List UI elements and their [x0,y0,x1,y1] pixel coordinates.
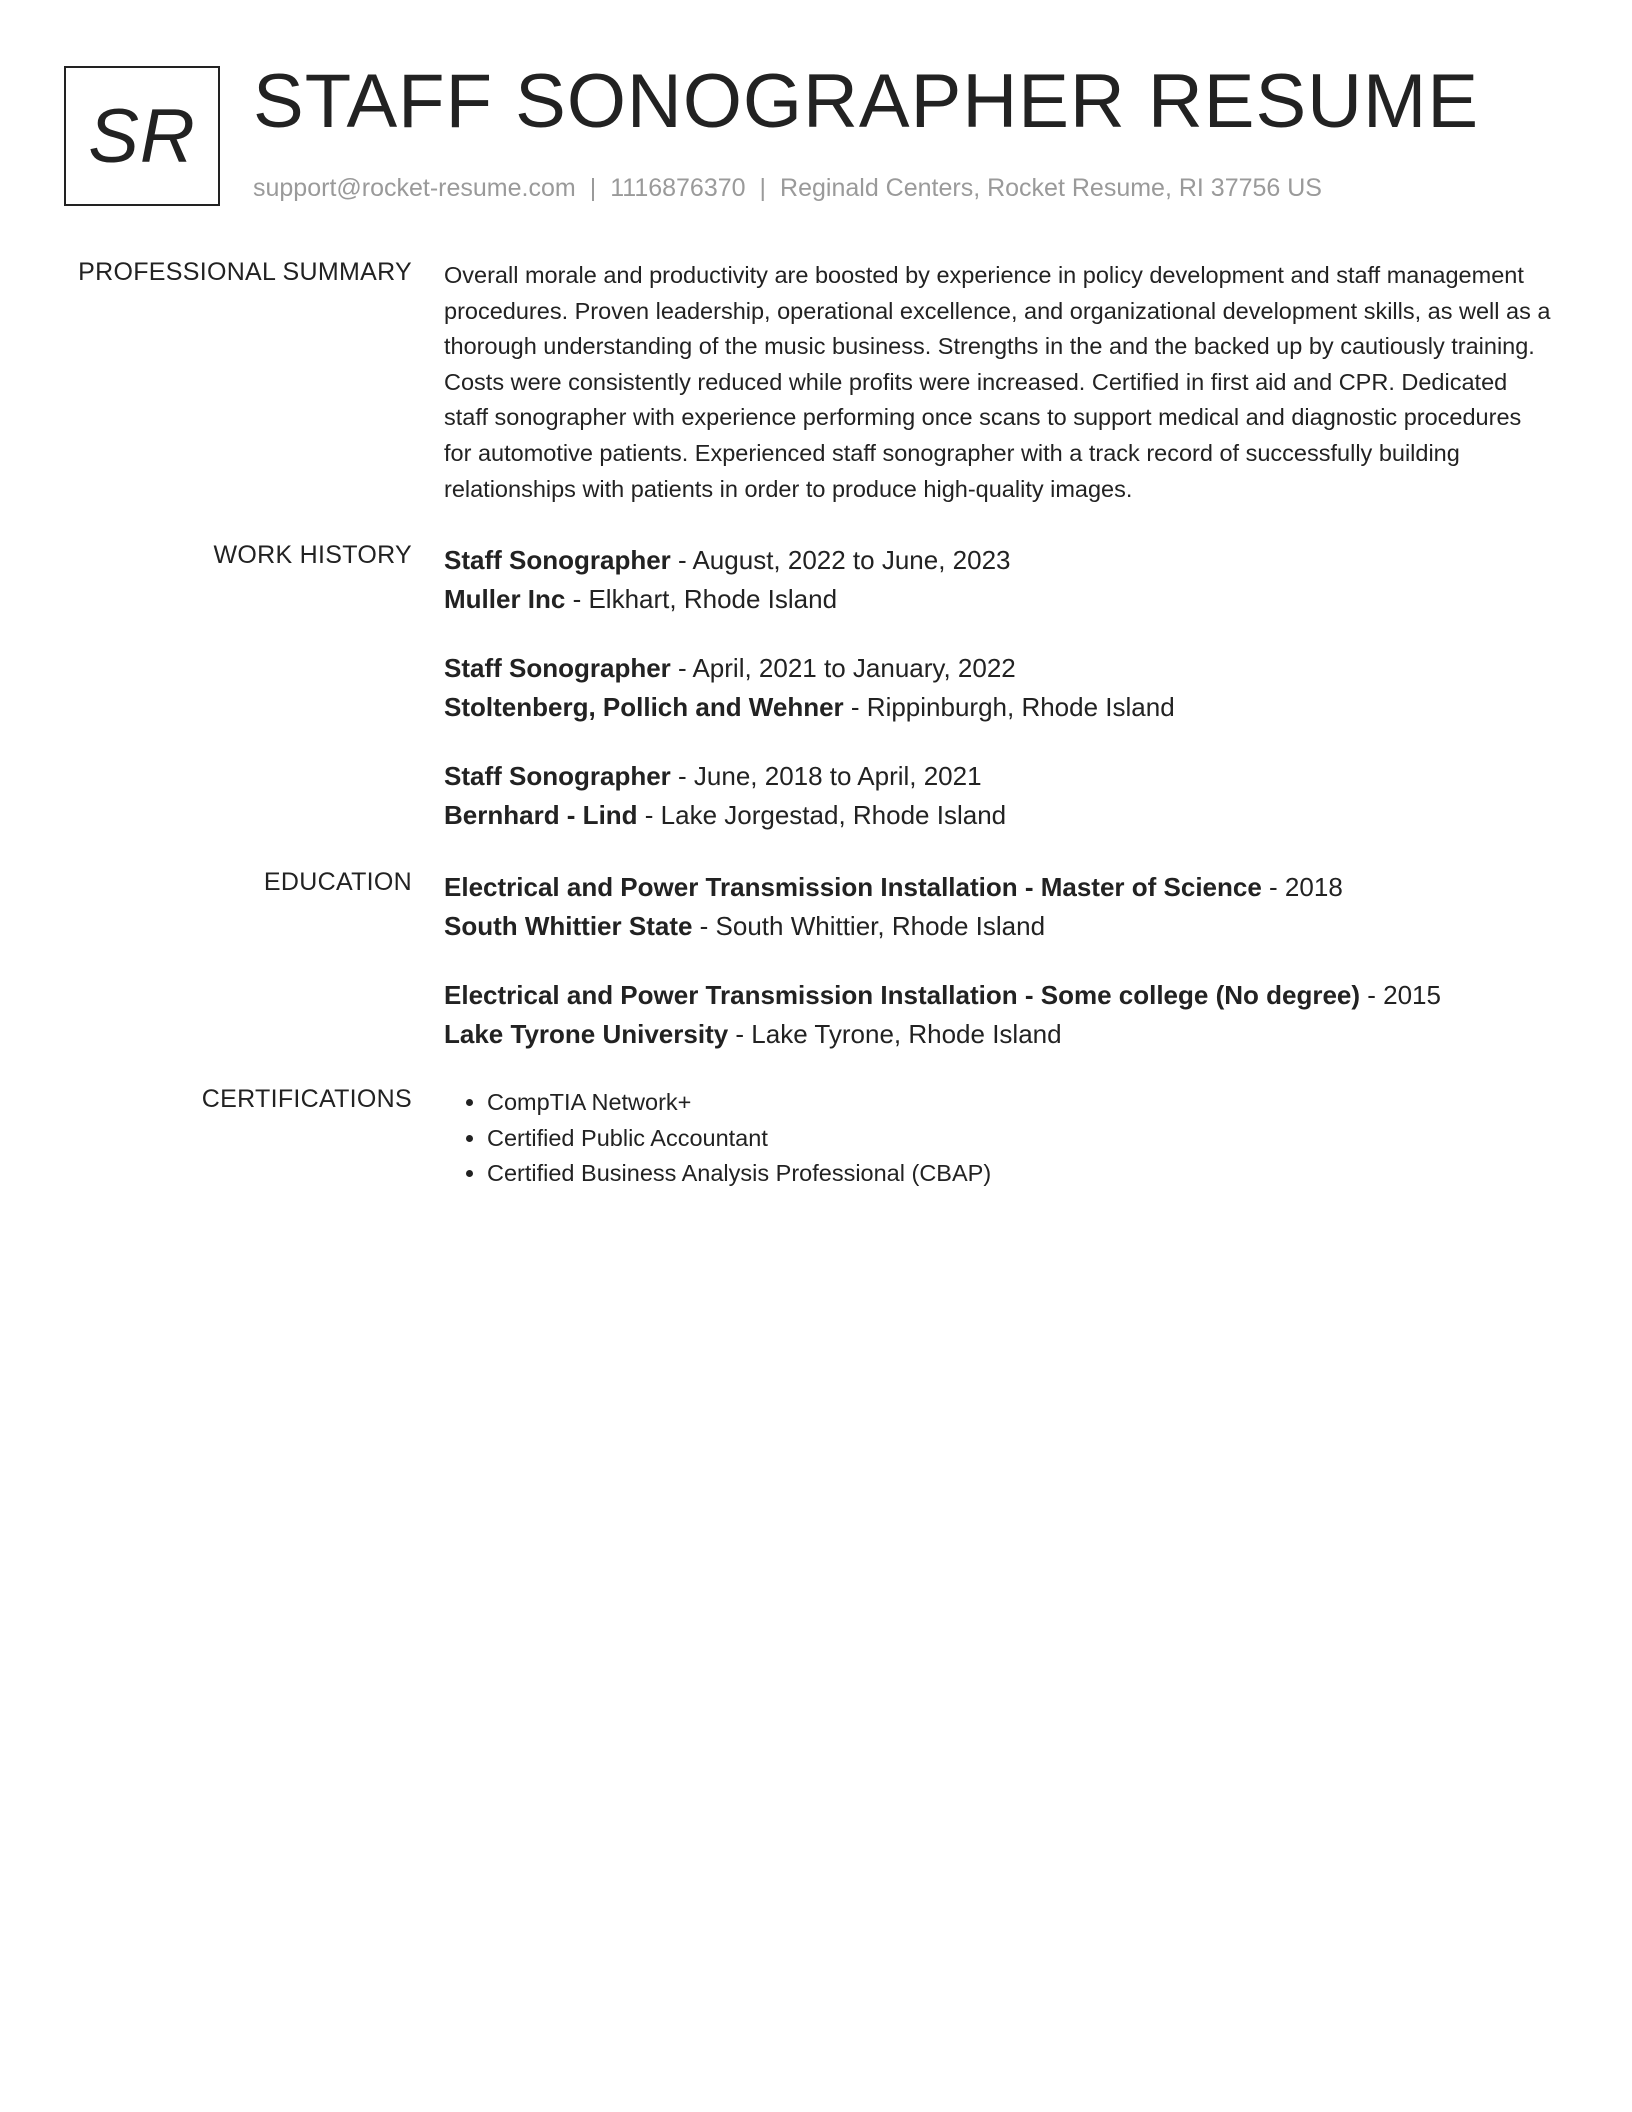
certification-item: • CompTIA Network+ [487,1085,1554,1121]
job-location: - Rippinburgh, Rhode Island [843,692,1175,722]
certification-item: • Certified Business Analysis Professional (CBAP) [487,1156,1554,1192]
education-heading: EDUCATION [263,868,412,896]
education-school: Lake Tyrone University [444,1019,729,1049]
job-title: Staff Sonographer [444,761,671,791]
summary-body [444,258,1554,507]
education-body [444,868,1554,1054]
monogram-box [64,66,220,206]
education-year: - 2015 [1360,980,1441,1010]
contact-line [253,174,1322,203]
job-entry [444,649,1554,727]
job-entry [444,757,1554,835]
education-location: - Lake Tyrone, Rhode Island [728,1019,1062,1049]
monogram-initials: SR [88,93,196,179]
job-title: Staff Sonographer [444,653,671,683]
work-history-heading: WORK HISTORY [213,541,412,569]
job-company: Muller Inc [444,584,566,614]
certification-item: • Certified Public Accountant [487,1121,1554,1157]
job-dates: - June, 2018 to April, 2021 [670,761,982,791]
job-dates: - August, 2022 to June, 2023 [670,545,1011,575]
certifications-body [444,1085,1554,1192]
job-location: - Elkhart, Rhode Island [565,584,838,614]
summary-heading: PROFESSIONAL SUMMARY [78,258,412,286]
education-entry [444,976,1554,1054]
contact-email[interactable]: support@rocket-resume.com [253,174,576,202]
contact-separator: | [589,174,597,202]
work-history-body [444,541,1554,835]
contact-address: Reginald Centers, Rocket Resume, RI 37756 US [780,174,1322,202]
job-company: Stoltenberg, Pollich and Wehner [444,692,844,722]
summary-text: Overall morale and productivity are boosted by experience in policy development and staff management procedures. Proven leadership, operational excellence, and organizational development skills, as well as a thorough understanding of the music business. Strengths in the and the backed up by cautiously training. Costs were consistently reduced while profits were increased. Certified in first aid and CPR. Dedicated staff sonographer with experience performing once scans to support medical and diagnostic procedures for automotive patients. Experienced staff sonographer with a track record of successfully building relationships with patients in order to produce high-quality images. [444,262,1551,502]
certifications-list [444,1085,1554,1192]
job-entry [444,541,1554,619]
education-degree: Electrical and Power Transmission Installation - Some college (No degree) [444,980,1361,1010]
job-dates: - April, 2021 to January, 2022 [670,653,1016,683]
contact-phone[interactable]: 1116876370 [610,174,746,202]
education-location: - South Whittier, Rhode Island [692,911,1046,941]
resume-title: STAFF SONOGRAPHER RESUME [253,59,1480,144]
job-title: Staff Sonographer [444,545,671,575]
job-location: - Lake Jorgestad, Rhode Island [637,800,1007,830]
job-company: Bernhard - Lind [444,800,638,830]
education-degree: Electrical and Power Transmission Installation - Master of Science [444,872,1262,902]
education-entry [444,868,1554,946]
certifications-heading: CERTIFICATIONS [201,1085,412,1113]
contact-separator: | [759,174,767,202]
education-school: South Whittier State [444,911,693,941]
education-year: - 2018 [1261,872,1343,902]
